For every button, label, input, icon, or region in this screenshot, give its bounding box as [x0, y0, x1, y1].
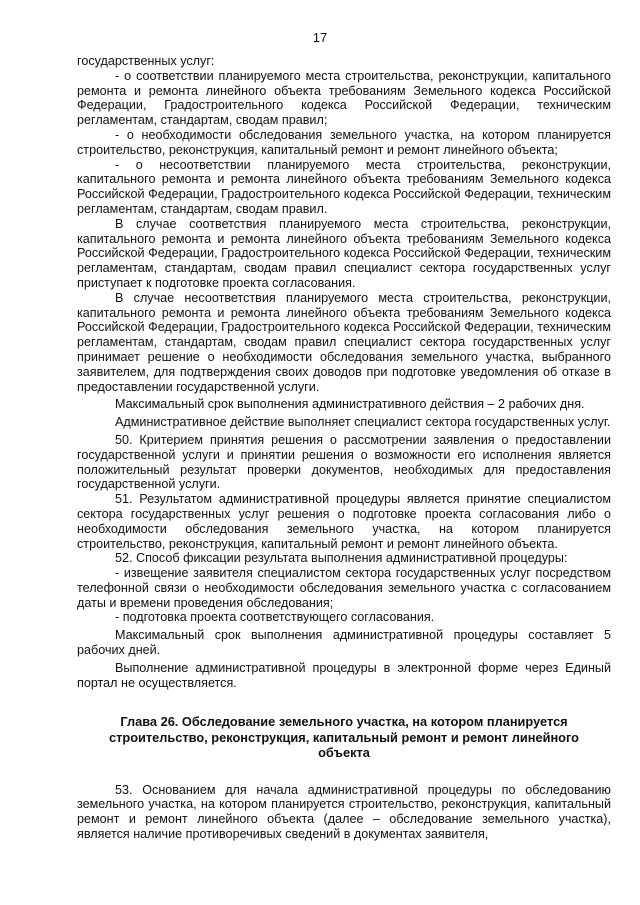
- paragraph: 53. Основанием для начала административной процедуры по обследованию земельного участка, на котором планируется строительство, реконструкция, капитальный ремонт и ремонт линейного объекта (далее – обследование земельного участка), является наличие противоречивых сведений в документах заявителя,: [77, 782, 611, 842]
- paragraph: - о необходимости обследования земельного участка, на котором планируется строительство, реконструкция, капитальный ремонт и ремонт линейного объекта;: [77, 127, 611, 157]
- paragraphs-before-chapter: [77, 54, 611, 690]
- paragraph: - подготовка проекта соответствующего согласования.: [115, 610, 435, 625]
- paragraph: Максимальный срок выполнения административного действия – 2 рабочих дня.: [115, 397, 585, 412]
- page-number: 17: [312, 30, 328, 45]
- paragraph: Выполнение административной процедуры в электронной форме через Единый портал не осуществляется.: [77, 660, 611, 690]
- paragraph: Административное действие выполняет специалист сектора государственных услуг.: [115, 415, 611, 430]
- paragraph: - извещение заявителя специалистом сектора государственных услуг посредством телефонной связи о необходимости обследования земельного участка с согласованием даты и времени проведения обследования;: [77, 566, 611, 610]
- document-body: [77, 54, 611, 842]
- chapter-title: Глава 26. Обследование земельного участка, на котором планируется строительство, реконструкция, капитальный ремонт и ремонт линейного объекта: [109, 714, 579, 761]
- paragraph: 51. Результатом административной процедуры является принятие специалистом сектора государственных услуг решения о подготовке проекта согласования либо о необходимости обследования земельного участка, на котором планируется строительство, реконструкция, капитальный ремонт и ремонт линейного объекта.: [77, 492, 611, 551]
- paragraph: - о соответствии планируемого места строительства, реконструкции, капитального ремонта и ремонта линейного объекта требованиям Земельного кодекса Российской Федерации, Градостроительного кодекса Российской Федерации, техническим регламентам, стандартам, сводам правил;: [77, 68, 611, 128]
- paragraph: Максимальный срок выполнения административной процедуры составляет 5 рабочих дней.: [77, 628, 611, 658]
- paragraph: государственных услуг:: [77, 54, 215, 68]
- paragraph: 52. Способ фиксации результата выполнения административной процедуры:: [115, 551, 568, 566]
- paragraph: В случае несоответствия планируемого места строительства, реконструкции, капитального ремонта и ремонта линейного объекта требованиям Земельного кодекса Российской Федерации, Градостроительного кодекса Российской Федерации, техническим регламентам, стандартам, сводам правил специалист сектора государственных услуг принимает решение о необходимости обследования земельного участка, выбранного заявителем, для подтверждения своих доводов при подготовке уведомления об отказе в предоставлении государственной услуги.: [77, 290, 611, 394]
- paragraph: 50. Критерием принятия решения о рассмотрении заявления о предоставлении государственной услуги и принятии решения о возможности его исполнения является положительный результат проверки документов, необходимых для предоставления государственной услуги.: [77, 432, 611, 492]
- paragraph: - о несоответствии планируемого места строительства, реконструкции, капитального ремонта и ремонта линейного объекта требованиям Земельного кодекса Российской Федерации, Градостроительного кодекса Российской Федерации, техническим регламентам, стандартам, сводам правил.: [77, 157, 611, 216]
- paragraphs-after-chapter: [77, 783, 611, 842]
- paragraph: В случае соответствия планируемого места строительства, реконструкции, капитального ремонта и ремонта линейного объекта требованиям Земельного кодекса Российской Федерации, Градостроительного кодекса Российской Федерации, техническим регламентам, стандартам, сводам правил специалист сектора государственных услуг приступает к подготовке проекта согласования.: [77, 216, 611, 290]
